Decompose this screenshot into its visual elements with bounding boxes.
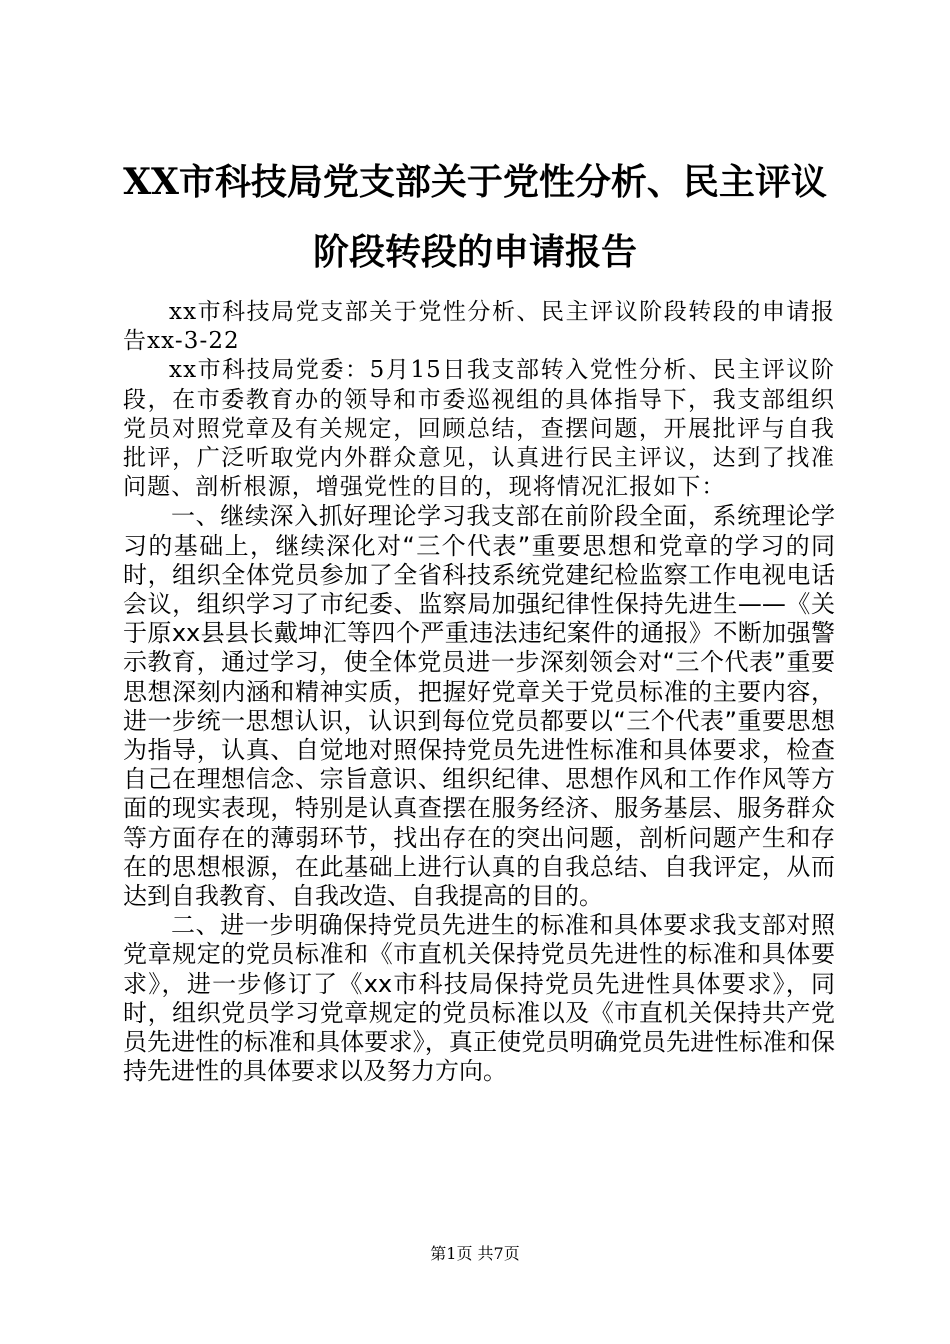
document-title-line-1: XX市科技局党支部关于党性分析、民主评议 (123, 161, 827, 203)
paragraph-greeting: xx市科技局党委：5月15日我支部转入党性分析、民主评议阶段，在市委教育办的领导和市委巡视组的具体指导下，我支部组织党员对照党章及有关规定，回顾总结，查摆问题，开展批评与自我批评，广泛听取党内外群众意见，认真进行民主评议，达到了找准问题、剖析根源，增强党性的目的，现将情况汇报如下： (123, 357, 835, 501)
paragraph-section-2: 二、进一步明确保持党员先进生的标准和具体要求我支部对照党章规定的党员标准和《市直机关保持党员先进性的标准和具体要求》，进一步修订了《xx市科技局保持党员先进性具体要求》，同时，组织党员学习党章规定的党员标准以及《市直机关保持共产党员先进性的标准和具体要求》，真正使党员明确党员先进性标准和保持先进性的具体要求以及努力方向。 (123, 911, 835, 1086)
page-footer: 第1页 共7页 (430, 1244, 520, 1263)
document-body (123, 298, 835, 1086)
paragraph-subtitle: xx市科技局党支部关于党性分析、民主评议阶段转段的申请报告xx-3-22 (123, 299, 835, 355)
document-title-line-2: 阶段转段的申请报告 (312, 231, 637, 273)
paragraph-section-1: 一、继续深入抓好理论学习我支部在前阶段全面，系统理论学习的基础上，继续深化对“三个代表”重要思想和党章的学习的同时，组织全体党员参加了全省科技系统党建纪检监察工作电视电话会议，组织学习了市纪委、监察局加强纪律性保持先进生——《关于原xx县县长戴坤汇等四个严重违法违纪案件的通报》不断加强警示教育，通过学习，使全体党员进一步深刻领会对“三个代表”重要思想深刻内涵和精神实质，把握好党章关于党员标准的主要内容，进一步统一思想认识，认识到每位党员都要以“三个代表”重要思想为指导，认真、自觉地对照保持党员先进性标准和具体要求，检查自己在理想信念、宗旨意识、组织纪律、思想作风和工作作风等方面的现实表现，特别是认真查摆在服务经济、服务基层、服务群众等方面存在的薄弱环节，找出存在的突出问题，剖析问题产生和存在的思想根源，在此基础上进行认真的自我总结、自我评定，从而达到自我教育、自我改造、自我提高的目的。 (123, 502, 835, 911)
